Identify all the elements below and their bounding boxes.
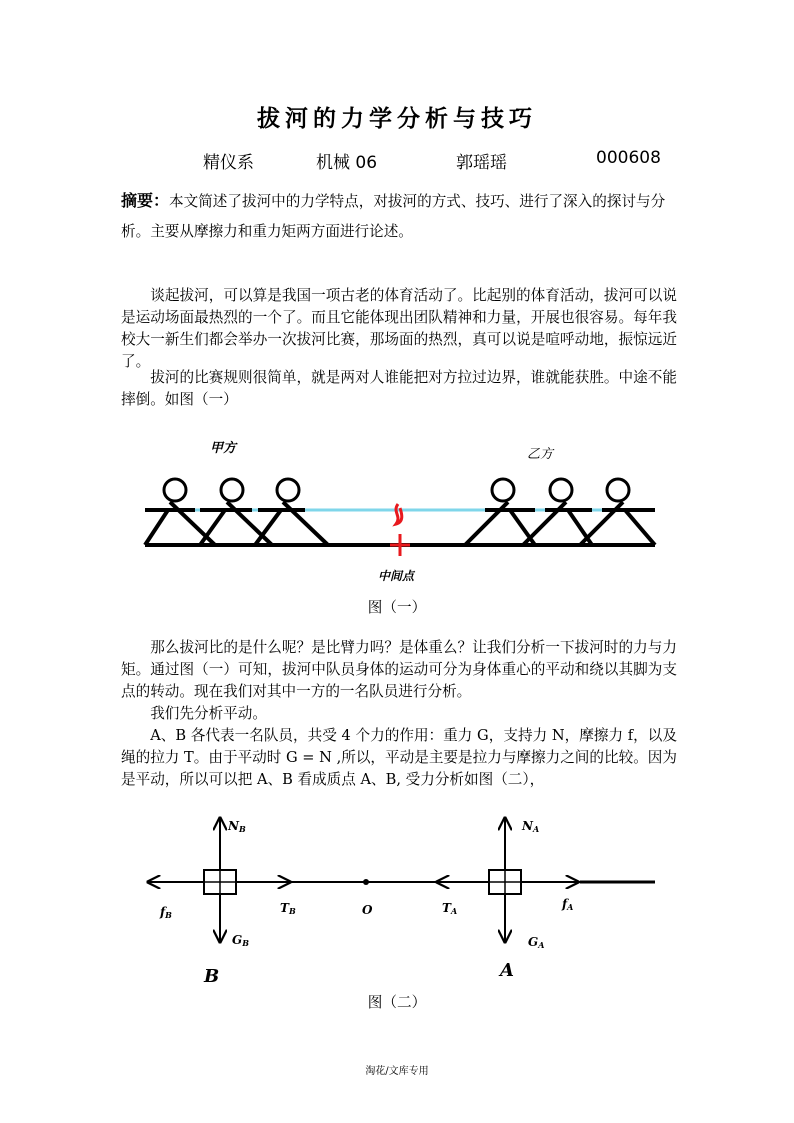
paragraph-analysis: 那么拔河比的是什么呢？是比臂力吗？是体重么？让我们分析一下拔河时的力与力矩。通过图（一）可知，拔河中队员身体的运动可分为身体重心的平动和绕以其脚为支点的转动。现在我们对其中一方的一名队员进行分析。 (121, 639, 677, 700)
author-name: 郭瑶瑶 (456, 153, 507, 173)
label-TA: TA (442, 901, 458, 916)
label-left-team: 甲方 (210, 441, 237, 456)
abstract (121, 186, 677, 247)
paragraph-intro: 谈起拔河，可以算是我国一项古老的体育活动了。比起别的体育活动，拔河可以说是运动场面最热烈的一个了。而且它能体现出团队精神和力量，开展也很容易。每年我校大一新生们都会举办一次拔河比赛，那场面的热烈，真可以说是喧呼动地，振惊远近了。 (121, 287, 677, 370)
label-body-A: A (500, 960, 514, 981)
team-right (465, 479, 655, 545)
player-right-1 (465, 479, 535, 545)
author-department: 精仪系 (203, 153, 254, 173)
label-GB: GB (232, 933, 250, 948)
figure1-caption: 图（一） (367, 599, 427, 616)
author-class: 机械 06 (316, 153, 378, 173)
label-O: O (362, 903, 373, 917)
player-left-3 (255, 479, 328, 545)
point-O (363, 879, 369, 885)
abstract-label: 摘要： (121, 191, 170, 210)
label-fA: fA (562, 897, 574, 912)
rope-center-knot (396, 504, 402, 524)
label-fB: fB (160, 905, 172, 920)
abstract-text: 本文简述了拔河中的力学特点，对拔河的方式、技巧、进行了深入的探讨与分析。主要从摩擦力和重力矩两方面进行论述。 (121, 193, 666, 240)
figure-force-diagram (140, 810, 660, 990)
author-id: 000608 (596, 148, 661, 168)
label-right-team: 乙方 (527, 447, 554, 462)
figure-tug-of-war (140, 430, 660, 590)
page-footer: 淘花/文库专用 (365, 1066, 429, 1077)
label-GA: GA (528, 935, 545, 950)
figure2-caption: 图（二） (367, 994, 427, 1011)
team-left (145, 479, 328, 545)
label-NA: NA (522, 819, 540, 834)
paragraph-translation: 我们先分析平动。 (150, 705, 267, 722)
label-center-point: 中间点 (378, 569, 415, 583)
label-NB: NB (228, 819, 246, 834)
label-TB: TB (280, 901, 296, 916)
paragraph-forces: A、B 各代表一名队员，共受 4 个力的作用：重力 G，支持力 N，摩擦力 f，以及绳的拉力 T。由于平动时 G = N ,所以，平动是主要是拉力与摩擦力之间的比较。因为是平动，所以可以把 A、B 看成质点 A、B, 受力分析如图（二）， (121, 727, 677, 788)
paragraph-rules: 拔河的比赛规则很简单，就是两对人谁能把对方拉过边界，谁就能获胜。中途不能摔倒。如图（一） (121, 369, 677, 408)
label-body-B: B (204, 966, 220, 987)
paper-title: 拔河的力学分析与技巧 (257, 106, 537, 132)
